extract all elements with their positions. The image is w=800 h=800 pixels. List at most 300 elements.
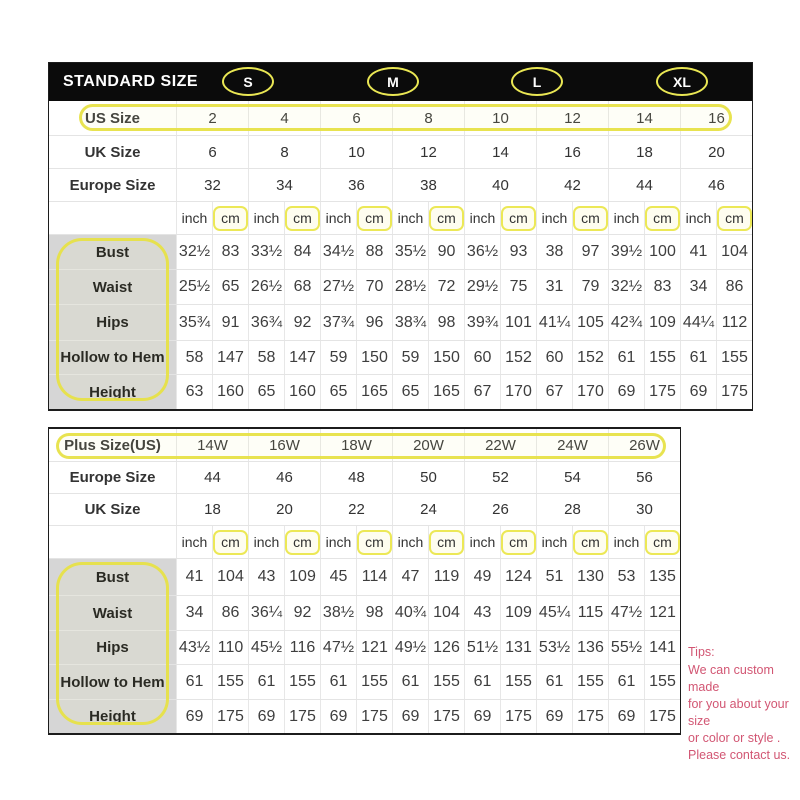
value-cell: 160 — [212, 375, 248, 409]
value-cell: 152 — [572, 341, 608, 374]
value-cell: 4 — [248, 101, 320, 135]
unit-cell — [428, 526, 464, 558]
value-cell: 69 — [320, 700, 356, 733]
row-label: Waist — [49, 596, 176, 630]
value-cell: 53 — [608, 559, 644, 595]
tips-line-4: Please contact us. — [688, 748, 791, 762]
value-cell: 49 — [464, 559, 500, 595]
value-cell: 18 — [176, 494, 248, 525]
value-cell: 110 — [212, 631, 248, 664]
tips-note — [688, 644, 800, 764]
inch-unit: inch — [613, 533, 640, 550]
unit-cell — [608, 202, 644, 234]
value-cell: 86 — [212, 596, 248, 630]
value-cell: 52 — [464, 462, 536, 493]
value-cell: 67 — [536, 375, 572, 409]
row-label: Hollow to Hem — [49, 341, 176, 374]
unit-cell — [572, 202, 608, 234]
value-cell: 12 — [536, 101, 608, 135]
cm-unit-highlighted: cm — [285, 206, 320, 231]
value-cell: 104 — [212, 559, 248, 595]
value-cell: 147 — [284, 341, 320, 374]
value-cell: 36½ — [464, 235, 500, 269]
value-cell: 155 — [572, 665, 608, 699]
row-uk-size — [49, 493, 680, 525]
value-cell: 92 — [284, 596, 320, 630]
row-units — [49, 525, 680, 558]
inch-unit: inch — [685, 209, 712, 226]
value-cell: 28 — [536, 494, 608, 525]
value-cell: 34 — [680, 270, 716, 304]
row-label: Waist — [49, 270, 176, 304]
value-cell: 119 — [428, 559, 464, 595]
size-letter-oval-xl: XL — [656, 67, 708, 96]
cm-unit-highlighted: cm — [717, 206, 752, 231]
value-cell: 175 — [572, 700, 608, 733]
value-cell: 20 — [680, 136, 752, 168]
value-cell: 10 — [464, 101, 536, 135]
value-cell: 34½ — [320, 235, 356, 269]
cm-unit-highlighted: cm — [501, 206, 536, 231]
row-us-size — [49, 101, 752, 135]
standard-size-table — [48, 62, 753, 411]
value-cell: 175 — [644, 375, 680, 409]
row-hollow-to-hem — [49, 664, 680, 699]
value-cell: 109 — [284, 559, 320, 595]
tips-title: Tips: — [688, 645, 715, 659]
value-cell: 109 — [644, 305, 680, 340]
value-cell: 60 — [464, 341, 500, 374]
value-cell: 22 — [320, 494, 392, 525]
value-cell: 18W — [320, 429, 392, 461]
unit-cell — [356, 202, 392, 234]
value-cell: 25½ — [176, 270, 212, 304]
value-cell: 16 — [680, 101, 752, 135]
value-cell: 165 — [428, 375, 464, 409]
value-cell: 155 — [284, 665, 320, 699]
value-cell: 32½ — [608, 270, 644, 304]
value-cell: 44 — [608, 169, 680, 201]
value-cell: 61 — [680, 341, 716, 374]
unit-cell — [644, 526, 680, 558]
value-cell: 61 — [464, 665, 500, 699]
row-label: Hollow to Hem — [49, 665, 176, 699]
value-cell: 60 — [536, 341, 572, 374]
unit-cell — [608, 526, 644, 558]
value-cell: 69 — [680, 375, 716, 409]
value-cell: 20 — [248, 494, 320, 525]
value-cell: 24W — [536, 429, 608, 461]
inch-unit: inch — [325, 209, 352, 226]
value-cell: 124 — [500, 559, 536, 595]
unit-cell — [320, 202, 356, 234]
value-cell: 12 — [392, 136, 464, 168]
value-cell: 32 — [176, 169, 248, 201]
value-cell: 68 — [284, 270, 320, 304]
value-cell: 155 — [356, 665, 392, 699]
row-label: Height — [49, 375, 176, 409]
value-cell: 32½ — [176, 235, 212, 269]
value-cell: 56 — [608, 462, 680, 493]
inch-unit: inch — [541, 533, 568, 550]
cm-unit-highlighted: cm — [357, 530, 392, 555]
value-cell: 75 — [500, 270, 536, 304]
row-hollow-to-hem — [49, 340, 752, 374]
plus-table-body — [49, 429, 680, 733]
value-cell: 83 — [212, 235, 248, 269]
row-height — [49, 699, 680, 733]
row-label: UK Size — [84, 501, 141, 518]
value-cell: 152 — [500, 341, 536, 374]
row-plus-size-us — [49, 429, 680, 461]
value-cell: 47½ — [320, 631, 356, 664]
value-cell: 135 — [644, 559, 680, 595]
value-cell: 96 — [356, 305, 392, 340]
tips-line-1: We can custom made — [688, 663, 774, 694]
value-cell: 69 — [176, 700, 212, 733]
value-cell: 38 — [536, 235, 572, 269]
value-cell: 91 — [212, 305, 248, 340]
size-letter-oval-m: M — [367, 67, 419, 96]
value-cell: 34 — [176, 596, 212, 630]
value-cell: 51½ — [464, 631, 500, 664]
unit-cell — [248, 526, 284, 558]
value-cell: 53½ — [536, 631, 572, 664]
unit-cell — [572, 526, 608, 558]
unit-cell — [392, 202, 428, 234]
value-cell: 26 — [464, 494, 536, 525]
cm-unit-highlighted: cm — [213, 530, 248, 555]
value-cell: 54 — [536, 462, 608, 493]
value-cell: 61 — [608, 665, 644, 699]
value-cell: 18 — [608, 136, 680, 168]
value-cell: 155 — [212, 665, 248, 699]
value-cell: 39½ — [608, 235, 644, 269]
value-cell: 33½ — [248, 235, 284, 269]
value-cell: 61 — [248, 665, 284, 699]
value-cell: 16 — [536, 136, 608, 168]
value-cell: 51 — [536, 559, 572, 595]
cm-unit-highlighted: cm — [645, 530, 680, 555]
value-cell: 40 — [464, 169, 536, 201]
value-cell: 121 — [356, 631, 392, 664]
value-cell: 30 — [608, 494, 680, 525]
value-cell: 72 — [428, 270, 464, 304]
value-cell: 35¾ — [176, 305, 212, 340]
cm-unit-highlighted: cm — [429, 530, 464, 555]
value-cell: 40¾ — [392, 596, 428, 630]
value-cell: 97 — [572, 235, 608, 269]
cm-unit-highlighted: cm — [645, 206, 680, 231]
row-uk-size — [49, 135, 752, 168]
value-cell: 41¼ — [536, 305, 572, 340]
unit-cell — [680, 202, 716, 234]
value-cell: 61 — [392, 665, 428, 699]
value-cell: 44¼ — [680, 305, 716, 340]
inch-unit: inch — [253, 533, 280, 550]
row-hips — [49, 304, 752, 340]
value-cell: 69 — [536, 700, 572, 733]
row-label: Hips — [49, 631, 176, 664]
value-cell: 65 — [392, 375, 428, 409]
row-label: Hips — [49, 305, 176, 340]
value-cell: 175 — [428, 700, 464, 733]
value-cell: 170 — [500, 375, 536, 409]
unit-cell — [716, 202, 752, 234]
unit-cell — [284, 202, 320, 234]
value-cell: 37¾ — [320, 305, 356, 340]
value-cell: 26W — [608, 429, 680, 461]
cm-unit-highlighted: cm — [573, 530, 608, 555]
value-cell: 2 — [176, 101, 248, 135]
value-cell: 8 — [248, 136, 320, 168]
value-cell: 43 — [248, 559, 284, 595]
value-cell: 59 — [320, 341, 356, 374]
row-height — [49, 374, 752, 409]
value-cell: 45 — [320, 559, 356, 595]
row-label: Europe Size — [69, 469, 156, 486]
row-units — [49, 201, 752, 234]
value-cell: 109 — [500, 596, 536, 630]
value-cell: 69 — [464, 700, 500, 733]
value-cell: 175 — [716, 375, 752, 409]
standard-table-body — [49, 101, 752, 409]
unit-cell — [500, 202, 536, 234]
value-cell: 58 — [176, 341, 212, 374]
value-cell: 27½ — [320, 270, 356, 304]
inch-unit: inch — [613, 209, 640, 226]
inch-unit: inch — [469, 533, 496, 550]
value-cell: 36¼ — [248, 596, 284, 630]
value-cell: 61 — [608, 341, 644, 374]
value-cell: 14 — [608, 101, 680, 135]
value-cell: 59 — [392, 341, 428, 374]
value-cell: 69 — [248, 700, 284, 733]
value-cell: 150 — [356, 341, 392, 374]
value-cell: 39¾ — [464, 305, 500, 340]
row-label: UK Size — [84, 143, 141, 161]
value-cell: 24 — [392, 494, 464, 525]
value-cell: 61 — [176, 665, 212, 699]
value-cell: 65 — [320, 375, 356, 409]
unit-cell — [176, 202, 212, 234]
value-cell: 29½ — [464, 270, 500, 304]
tips-line-2: for you about your size — [688, 697, 789, 728]
unit-cell — [464, 202, 500, 234]
cm-unit-highlighted: cm — [285, 530, 320, 555]
value-cell: 101 — [500, 305, 536, 340]
value-cell: 104 — [428, 596, 464, 630]
value-cell: 14 — [464, 136, 536, 168]
row-hips — [49, 630, 680, 664]
value-cell: 41 — [680, 235, 716, 269]
value-cell: 42 — [536, 169, 608, 201]
value-cell: 67 — [464, 375, 500, 409]
value-cell: 90 — [428, 235, 464, 269]
value-cell: 175 — [500, 700, 536, 733]
value-cell: 6 — [320, 101, 392, 135]
value-cell: 28½ — [392, 270, 428, 304]
cm-unit-highlighted: cm — [501, 530, 536, 555]
value-cell: 34 — [248, 169, 320, 201]
value-cell: 45¼ — [536, 596, 572, 630]
unit-cell — [500, 526, 536, 558]
row-waist — [49, 595, 680, 630]
value-cell: 155 — [428, 665, 464, 699]
inch-unit: inch — [397, 209, 424, 226]
cm-unit-highlighted: cm — [213, 206, 248, 231]
value-cell: 115 — [572, 596, 608, 630]
standard-table-header — [49, 63, 752, 101]
value-cell: 42¾ — [608, 305, 644, 340]
value-cell: 69 — [392, 700, 428, 733]
value-cell: 170 — [572, 375, 608, 409]
row-europe-size — [49, 461, 680, 493]
row-label: Plus Size(US) — [64, 436, 161, 454]
unit-cell — [536, 202, 572, 234]
value-cell: 98 — [428, 305, 464, 340]
tips-lines — [688, 662, 800, 764]
value-cell: 61 — [536, 665, 572, 699]
value-cell: 130 — [572, 559, 608, 595]
value-cell: 69 — [608, 375, 644, 409]
value-cell: 45½ — [248, 631, 284, 664]
value-cell: 8 — [392, 101, 464, 135]
inch-unit: inch — [253, 209, 280, 226]
value-cell: 175 — [284, 700, 320, 733]
value-cell: 38 — [392, 169, 464, 201]
value-cell: 55½ — [608, 631, 644, 664]
unit-cell — [392, 526, 428, 558]
row-bust — [49, 234, 752, 269]
value-cell: 175 — [356, 700, 392, 733]
value-cell: 38¾ — [392, 305, 428, 340]
inch-unit: inch — [325, 533, 352, 550]
unit-cell — [176, 526, 212, 558]
row-label: Bust — [49, 235, 176, 269]
standard-size-title: STANDARD SIZE — [63, 73, 199, 90]
value-cell: 105 — [572, 305, 608, 340]
row-label: Europe Size — [69, 176, 156, 194]
value-cell: 6 — [176, 136, 248, 168]
size-letter-oval-l: L — [511, 67, 563, 96]
value-cell: 26½ — [248, 270, 284, 304]
row-label: Height — [49, 700, 176, 733]
row-waist — [49, 269, 752, 304]
unit-cell — [212, 526, 248, 558]
unit-cell — [248, 202, 284, 234]
value-cell: 100 — [644, 235, 680, 269]
unit-cell — [320, 526, 356, 558]
value-cell: 38½ — [320, 596, 356, 630]
value-cell: 47½ — [608, 596, 644, 630]
value-cell: 69 — [608, 700, 644, 733]
tips-line-3: or color or style . — [688, 731, 781, 745]
unit-cell — [428, 202, 464, 234]
value-cell: 65 — [212, 270, 248, 304]
value-cell: 70 — [356, 270, 392, 304]
value-cell: 155 — [644, 665, 680, 699]
value-cell: 22W — [464, 429, 536, 461]
plus-size-table — [48, 427, 681, 735]
value-cell: 88 — [356, 235, 392, 269]
value-cell: 44 — [176, 462, 248, 493]
value-cell: 50 — [392, 462, 464, 493]
value-cell: 116 — [284, 631, 320, 664]
unit-cell — [536, 526, 572, 558]
value-cell: 79 — [572, 270, 608, 304]
row-bust — [49, 558, 680, 595]
size-letter-oval-s: S — [222, 67, 274, 96]
value-cell: 58 — [248, 341, 284, 374]
inch-unit: inch — [469, 209, 496, 226]
value-cell: 93 — [500, 235, 536, 269]
unit-cell — [644, 202, 680, 234]
value-cell: 136 — [572, 631, 608, 664]
value-cell: 131 — [500, 631, 536, 664]
value-cell: 35½ — [392, 235, 428, 269]
value-cell: 126 — [428, 631, 464, 664]
value-cell: 141 — [644, 631, 680, 664]
value-cell: 65 — [248, 375, 284, 409]
value-cell: 165 — [356, 375, 392, 409]
row-label: Bust — [49, 559, 176, 595]
value-cell: 155 — [644, 341, 680, 374]
unit-cell — [356, 526, 392, 558]
value-cell: 43½ — [176, 631, 212, 664]
value-cell: 147 — [212, 341, 248, 374]
cm-unit-highlighted: cm — [357, 206, 392, 231]
inch-unit: inch — [181, 209, 208, 226]
value-cell: 114 — [356, 559, 392, 595]
unit-cell — [212, 202, 248, 234]
value-cell: 41 — [176, 559, 212, 595]
unit-cell — [284, 526, 320, 558]
inch-unit: inch — [181, 533, 208, 550]
value-cell: 14W — [176, 429, 248, 461]
value-cell: 36 — [320, 169, 392, 201]
value-cell: 63 — [176, 375, 212, 409]
value-cell: 98 — [356, 596, 392, 630]
value-cell: 43 — [464, 596, 500, 630]
value-cell: 61 — [320, 665, 356, 699]
value-cell: 49½ — [392, 631, 428, 664]
value-cell: 36¾ — [248, 305, 284, 340]
row-label — [49, 526, 176, 558]
row-europe-size — [49, 168, 752, 201]
value-cell: 47 — [392, 559, 428, 595]
inch-unit: inch — [397, 533, 424, 550]
value-cell: 46 — [680, 169, 752, 201]
value-cell: 10 — [320, 136, 392, 168]
unit-cell — [464, 526, 500, 558]
cm-unit-highlighted: cm — [573, 206, 608, 231]
value-cell: 175 — [212, 700, 248, 733]
cm-unit-highlighted: cm — [429, 206, 464, 231]
value-cell: 160 — [284, 375, 320, 409]
value-cell: 83 — [644, 270, 680, 304]
value-cell: 16W — [248, 429, 320, 461]
value-cell: 48 — [320, 462, 392, 493]
row-label: US Size — [84, 109, 141, 127]
value-cell: 20W — [392, 429, 464, 461]
value-cell: 86 — [716, 270, 752, 304]
value-cell: 175 — [644, 700, 680, 733]
value-cell: 46 — [248, 462, 320, 493]
value-cell: 112 — [716, 305, 752, 340]
value-cell: 84 — [284, 235, 320, 269]
value-cell: 121 — [644, 596, 680, 630]
